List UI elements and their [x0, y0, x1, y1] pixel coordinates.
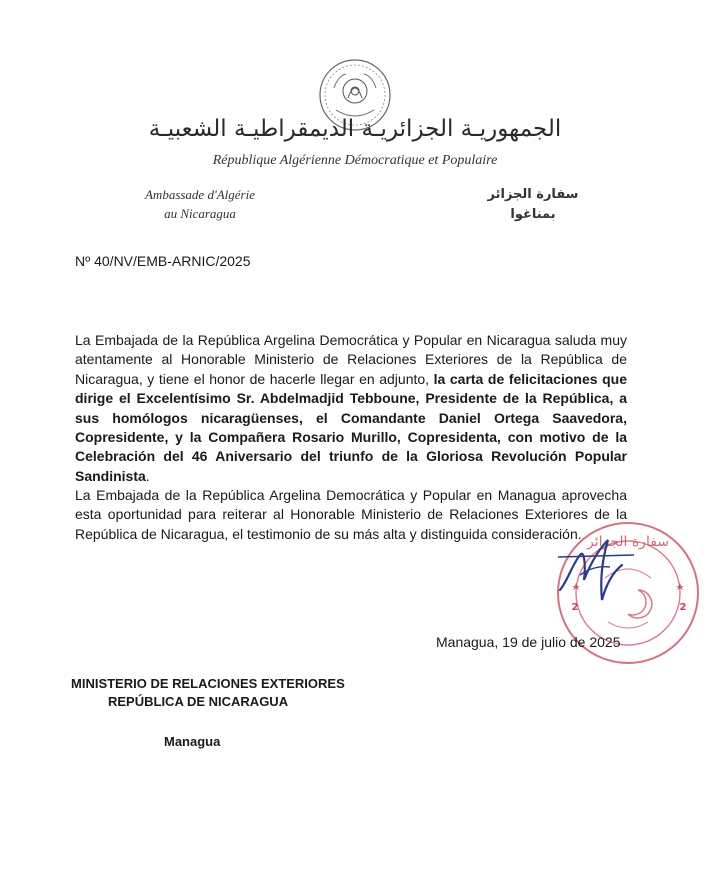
recipient-ministry: MINISTERIO DE RELACIONES EXTERIORES: [71, 676, 345, 691]
paragraph-1-intro: La Embajada de la República Argelina Democrática y Popular en Nicaragua saluda muy atentamente al Honorable Ministerio de Relaciones Exteriores de la República de Nicaragua, y tiene el honor de hacerle llegar en adjunto,: [75, 332, 627, 387]
stamp-arabic-text: سفارة الجزائر: [586, 534, 670, 550]
body-paragraph-2: La Embajada de la República Argelina Democrática y Popular en Managua aprovecha esta oportunidad para reiterar al Honorable Ministerio de Relaciones Exteriores de la República de Nicaragua, el testimonio de su más alta y distinguida consideración.: [75, 487, 627, 542]
recipient-city: Managua: [164, 734, 221, 749]
embassy-name-french: [120, 185, 280, 223]
recipient-country: REPÚBLICA DE NICARAGUA: [108, 694, 289, 709]
embassy-arabic-line2: بمناغوا: [510, 207, 556, 222]
latin-republic-title: République Algérienne Démocratique et Populaire: [212, 153, 498, 168]
note-number: Nº 40/NV/EMB-ARNIC/2025: [75, 253, 251, 269]
date-line: Managua, 19 de julio de 2025: [436, 634, 621, 650]
stamp-mark-left: 2: [571, 602, 579, 613]
stamp-mark-right: 2: [679, 602, 687, 613]
embassy-name-arabic: [478, 185, 588, 225]
embassy-arabic-line1: سفارة الجزائر: [487, 187, 579, 202]
arabic-republic-title: الجمهوريـة الجزائريـة الديمقراطيـة الشعبيـة: [148, 116, 562, 142]
paragraph-1-end: .: [145, 467, 150, 484]
body-paragraph-1: [75, 331, 627, 486]
embassy-french-line1: Ambassade d'Algérie: [144, 187, 255, 202]
embassy-french-line2: au Nicaragua: [164, 206, 236, 221]
paragraph-1-bold: la carta de felicitaciones que dirige el Excelentísimo Sr. Abdelmadjid Tebboune, Presidente de la República, a sus homólogos nicaragüenses, el Comandante Daniel Ortega Saavedora, Copresidente, y la Compañera Rosario Murillo, Copresidenta, con motivo de la Celebración del 46 Aniversario del triunfo de la Gloriosa Revolución Popular Sandinista: [75, 370, 627, 484]
